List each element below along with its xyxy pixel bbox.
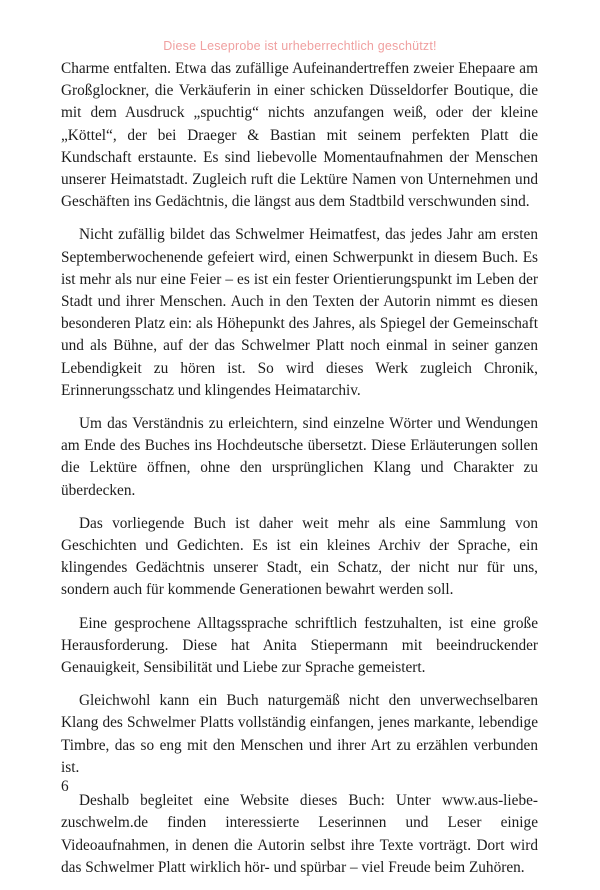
body-text — [61, 58, 538, 890]
paragraph-4: Das vorliegende Buch ist daher weit mehr als eine Sammlung von Geschichten und Gedichten. Es ist ein kleines Archiv der Sprache, ein klingendes Gedächtnis unserer Stadt, ein Schatz, der nicht nur für uns, sondern auch für kommende Generationen bewahrt werden soll. — [61, 514, 538, 599]
paragraph-5: Eine gesprochene Alltagssprache schriftlich festzuhalten, ist eine große Herausforderung. Diese hat Anita Stiepermann mit beeindruckender Genauigkeit, Sensibilität und Liebe zur Sprache gemeistert. — [61, 614, 538, 677]
watermark-text: Diese Leseprobe ist urheberrechtlich geschützt! — [163, 39, 437, 53]
paragraph-1: Charme entfalten. Etwa das zufällige Aufeinandertreffen zweier Ehepaare am Großglockner, die Verkäuferin in einer schicken Düsseldorfer Boutique, die mit dem Ausdruck „spuchtig“ nichts anzufangen weiß, oder der kleine „Köttel“, der bei Draeger & Bastian mit seinem perfekten Platt die Kundschaft erstaunte. Es sind liebevolle Momentaufnahmen der Menschen unserer Heimatstadt. Zugleich ruft die Lektüre Namen von Unternehmen und Geschäften ins Gedächtnis, die längst aus dem Stadtbild verschwunden sind. — [61, 60, 538, 211]
page-number: 6 — [61, 778, 69, 795]
paragraph-3: Um das Verständnis zu erleichtern, sind einzelne Wörter und Wendungen am Ende des Buches ins Hochdeutsche übersetzt. Diese Erläuterungen sollen die Lektüre öffnen, ohne den ursprünglichen Klang und Charakter zu überdecken. — [61, 415, 538, 499]
paragraph-6: Gleichwohl kann ein Buch naturgemäß nicht den unverwechselbaren Klang des Schwelmer Platts vollständig einfangen, jenes markante, lebendige Timbre, das so eng mit den Menschen und ihrer Art zu erzählen verbunden ist. — [61, 692, 538, 776]
paragraph-2: Nicht zufällig bildet das Schwelmer Heimatfest, das jedes Jahr am ersten Septemberwochenende gefeiert wird, einen Schwerpunkt in diesem Buch. Es ist mehr als nur eine Feier – es ist ein fester Orientierungspunkt im Leben der Stadt und ihrer Menschen. Auch in den Texten der Autorin nimmt es diesen besonderen Platz ein: als Höhepunkt des Jahres, als Spiegel der Gemeinschaft und als Bühne, auf der das Schwelmer Platt noch einmal in seiner ganzen Lebendigkeit zu hören ist. So wird dieses Werk zugleich Chronik, Erinnerungsschatz und klingendes Heimatarchiv. — [61, 226, 538, 399]
paragraph-7: Deshalb begleitet eine Website dieses Buch: Unter www.aus-liebe-zuschwelm.de finden interessierte Leserinnen und Leser einige Videoaufnahmen, in denen die Autorin selbst ihre Texte vorträgt. Dort wird das Schwelmer Platt wirklich hör- und spürbar – viel Freude beim Zuhören. — [61, 792, 538, 876]
